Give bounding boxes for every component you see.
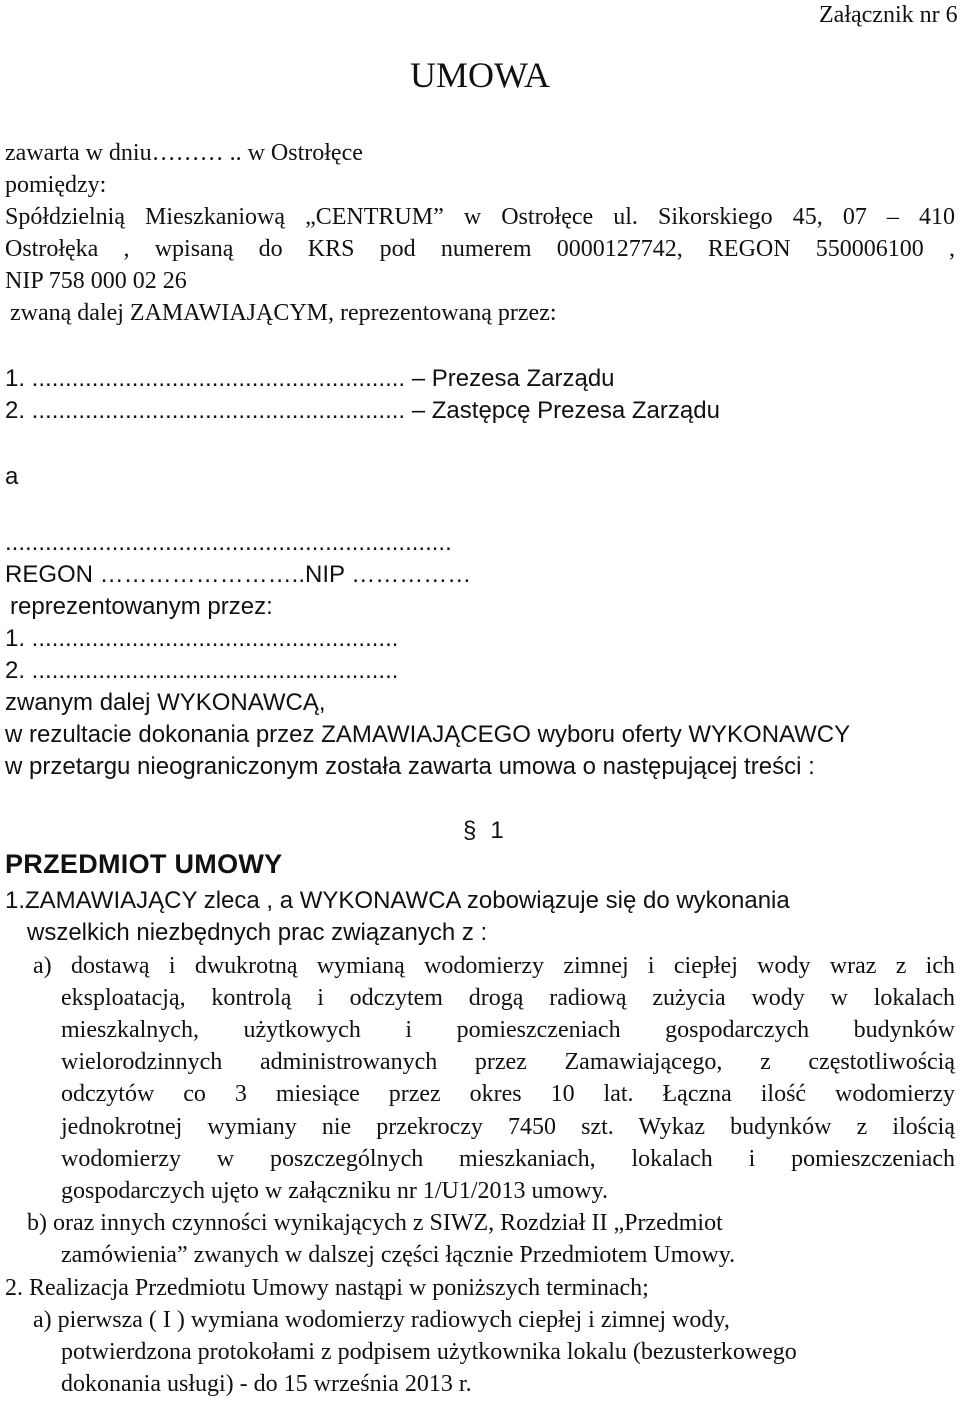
contractor-regon-nip: REGON ……………………..NIP …………… <box>5 561 472 588</box>
intro-called-ordering: zwaną dalej ZAMAWIAJĄCYM, reprezentowaną przez: <box>10 300 557 326</box>
contractor-result-2: w przetargu nieograniczonym została zawarta umowa o następującej treści : <box>5 753 815 780</box>
section-symbol: § <box>463 817 477 844</box>
intro-nip: NIP 758 000 02 26 <box>5 268 187 294</box>
contractor-name-placeholder: ................................................................... <box>5 529 452 556</box>
clause-b-line-1: b) oraz innych czynności wynikających z SIWZ, Rozdział II „Przedmiot <box>27 1210 723 1236</box>
contractor-rep-2: 2. ....................................................... <box>5 657 399 684</box>
contractor-called: zwanym dalej WYKONAWCĄ, <box>5 689 326 716</box>
section-heading: PRZEDMIOT UMOWY <box>5 849 283 879</box>
contractor-result-1: w rezultacie dokonania przez ZAMAWIAJĄCEGO wyboru oferty WYKONAWCY <box>5 721 851 748</box>
clause-2a-line-2: potwierdzona protokołami z podpisem użytkownika lokalu (bezusterkowego <box>61 1339 797 1365</box>
section-number: 1 <box>490 817 504 844</box>
attachment-label: Załącznik nr 6 <box>819 2 958 28</box>
intro-cooperative: Spółdzielnią Mieszkaniową „CENTRUM” w Ostrołęce ul. Sikorskiego 45, 07 – 410 <box>5 204 955 230</box>
clause-2-line-1: 2. Realizacja Przedmiotu Umowy nastąpi w poniższych terminach; <box>5 1275 649 1301</box>
contractor-represented: reprezentowanym przez: <box>10 593 273 620</box>
ordering-rep-2: 2. ........................................................ – Zastępcę Prezesa Zarządu <box>5 397 720 424</box>
clause-a-line-5: odczytów co 3 miesiące przez okres 10 lat. Łączna ilość wodomierzy <box>61 1081 955 1107</box>
clause-a-line-1: a) dostawą i dwukrotną wymianą wodomierzy zimnej i ciepłej wody wraz z ich <box>33 953 955 979</box>
document-title: UMOWA <box>410 55 550 95</box>
clause-a-line-8: gospodarczych ujęto w załączniku nr 1/U1/2013 umowy. <box>61 1178 608 1204</box>
clause-a-line-4: wielorodzinnych administrowanych przez Zamawiającego, z częstotliwością <box>61 1049 955 1075</box>
contractor-a: a <box>5 463 19 490</box>
clause-2a-line-3: dokonania usługi) - do 15 września 2013 r. <box>61 1371 472 1397</box>
contractor-rep-1: 1. ....................................................... <box>5 625 399 652</box>
clause-a-line-7: wodomierzy w poszczególnych mieszkaniach, lokalach i pomieszczeniach <box>61 1146 955 1172</box>
intro-date-line: zawarta w dniu……… .. w Ostrołęce <box>5 140 363 166</box>
intro-between: pomiędzy: <box>5 172 107 198</box>
clause-2a-line-1: a) pierwsza ( I ) wymiana wodomierzy radiowych ciepłej i zimnej wody, <box>33 1307 730 1333</box>
clause-a-line-2: eksploatacją, kontrolą i odczytem drogą radiową zużycia wody w lokalach <box>61 985 955 1011</box>
section-mark <box>463 816 504 846</box>
clause-1-line-1: 1.ZAMAWIAJĄCY zleca , a WYKONAWCA zobowiązuje się do wykonania <box>5 887 790 914</box>
clause-a-line-6: jednokrotnej wymiany nie przekroczy 7450 szt. Wykaz budynków z ilością <box>61 1114 955 1140</box>
clause-1-line-2: wszelkich niezbędnych prac związanych z : <box>27 919 488 946</box>
clause-a-line-3: mieszkalnych, użytkowych i pomieszczeniach gospodarczych budynków <box>61 1017 955 1043</box>
ordering-rep-1: 1. ........................................................ – Prezesa Zarządu <box>5 365 615 392</box>
clause-b-line-2: zamówienia” zwanych w dalszej części łącznie Przedmiotem Umowy. <box>61 1242 736 1268</box>
intro-krs: Ostrołęka , wpisaną do KRS pod numerem 0000127742, REGON 550006100 , <box>5 236 955 262</box>
